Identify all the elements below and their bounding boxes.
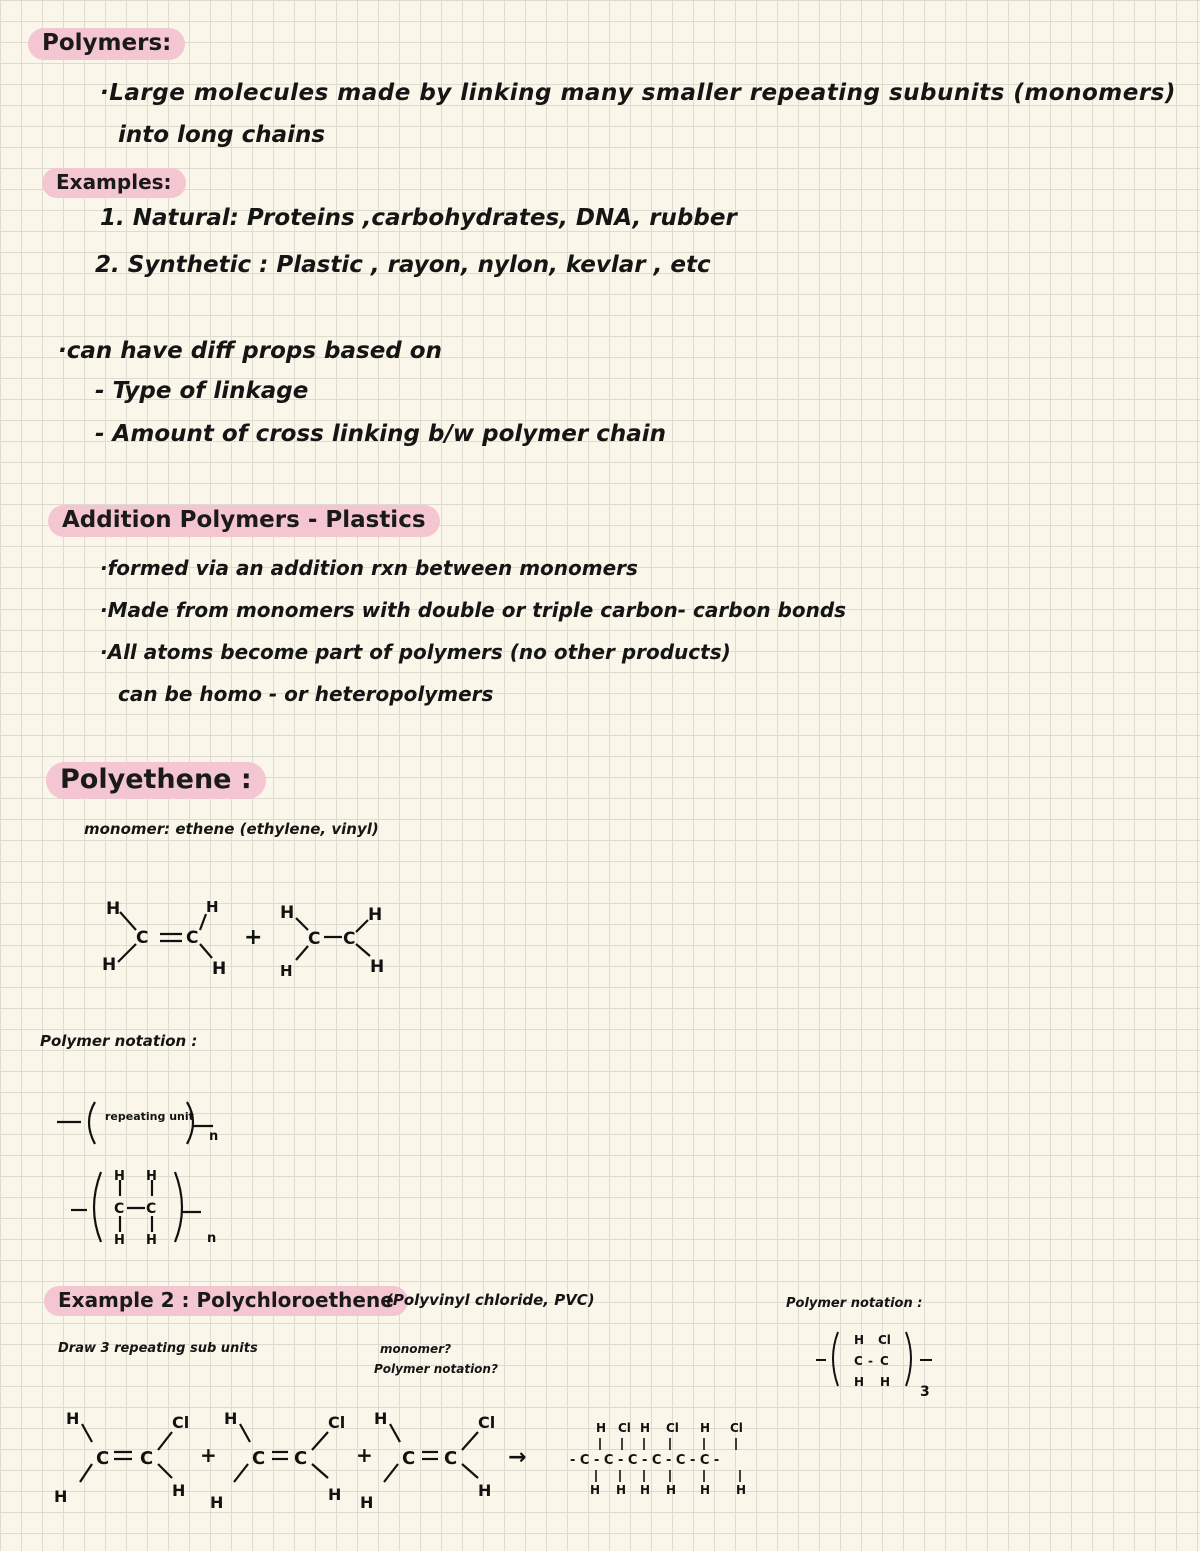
atom-h: H [212, 959, 227, 979]
subscript-3: 3 [920, 1384, 930, 1400]
atom-c: C [402, 1448, 416, 1469]
atom-h: H [880, 1375, 891, 1389]
example2-question-monomer: monomer? [380, 1342, 452, 1356]
atom-h: H [700, 1483, 711, 1497]
atom-c: C [186, 928, 199, 948]
atom-h: H [66, 1409, 80, 1428]
atom-h: H [114, 1233, 125, 1248]
pvc-addition-diagram [40, 1398, 800, 1522]
addition-point-made: ·Made from monomers with double or triple carbon- carbon bonds [100, 598, 847, 622]
plus-sign: + [356, 1443, 373, 1467]
atom-h: H [700, 1421, 711, 1435]
atom-c: C [114, 1201, 125, 1217]
plus-sign: + [244, 925, 263, 950]
example2-question-notation: Polymer notation? [374, 1362, 498, 1376]
svg-text:- C - C - C - C - C - C -: - C - C - C - C - C - C - [570, 1453, 720, 1468]
atom-c: C [96, 1448, 110, 1469]
atom-h: H [854, 1375, 865, 1389]
atom-h: H [368, 905, 383, 925]
atom-h: H [54, 1487, 68, 1506]
reaction-arrow: → [508, 1445, 527, 1470]
polyethene-monomer: monomer: ethene (ethylene, vinyl) [84, 820, 379, 838]
atom-cl: Cl [666, 1421, 679, 1435]
atom-h: H [854, 1333, 865, 1347]
addition-point-formed: ·formed via an addition rxn between monomers [100, 556, 638, 580]
atom-cl: Cl [172, 1413, 190, 1432]
atom-c: C [444, 1448, 458, 1469]
atom-h: H [478, 1481, 492, 1500]
example2-aka: (Polyvinyl chloride, PVC) [386, 1291, 595, 1309]
example2-task: Draw 3 repeating sub units [58, 1341, 258, 1356]
atom-h: H [172, 1481, 186, 1500]
atom-h: H [640, 1421, 651, 1435]
example2-heading: Example 2 : Polychloroethene [44, 1286, 408, 1316]
addition-point-atoms: ·All atoms become part of polymers (no other products) [100, 640, 731, 664]
atom-c: C [294, 1448, 308, 1469]
atom-h: H [280, 903, 295, 923]
atom-h: H [590, 1483, 601, 1497]
atom-c: C [140, 1448, 154, 1469]
atom-h: H [146, 1233, 157, 1248]
atom-h: H [616, 1483, 627, 1497]
atom-c: C [854, 1354, 863, 1368]
atom-h: H [736, 1483, 747, 1497]
ethene-addition-diagram [90, 888, 400, 988]
atom-h: H [114, 1169, 125, 1184]
atom-h: H [106, 899, 121, 919]
atom-h: H [146, 1169, 157, 1184]
atom-c: C [308, 929, 321, 949]
atom-h: H [370, 957, 385, 977]
atom-c: C [252, 1448, 266, 1469]
atom-h: H [206, 898, 219, 916]
atom-cl: Cl [328, 1413, 346, 1432]
svg-text:-: - [868, 1354, 873, 1368]
atom-h: H [360, 1493, 374, 1512]
atom-h: H [596, 1421, 607, 1435]
atom-h: H [280, 962, 293, 980]
pvc-chain [570, 1421, 746, 1497]
pvc-notation-diagram [810, 1322, 950, 1402]
atom-c: C [136, 928, 149, 948]
addition-heading: Addition Polymers - Plastics [48, 505, 440, 537]
atom-c: C [880, 1354, 889, 1368]
atom-h: H [328, 1485, 342, 1504]
properties-intro: ·can have diff props based on [58, 338, 442, 364]
atom-cl: Cl [878, 1333, 891, 1347]
atom-cl: Cl [478, 1413, 496, 1432]
properties-point-linkage: - Type of linkage [95, 378, 309, 404]
properties-point-crosslinking: - Amount of cross linking b/w polymer chain [95, 421, 666, 447]
example2-notation-label: Polymer notation : [786, 1296, 923, 1311]
atom-h: H [374, 1409, 388, 1428]
subscript-n: n [209, 1129, 219, 1144]
atom-c: C [343, 929, 356, 949]
atom-h: H [666, 1483, 677, 1497]
atom-h: H [102, 955, 117, 975]
examples-heading: Examples: [42, 168, 186, 198]
polymers-definition-line1: ·Large molecules made by linking many smaller repeating subunits (monomers) [100, 80, 1176, 106]
polyethene-notation-label: Polymer notation : [40, 1032, 198, 1050]
atom-cl: Cl [618, 1421, 631, 1435]
examples-synthetic: 2. Synthetic : Plastic , rayon, nylon, kevlar , etc [95, 252, 711, 278]
subscript-n: n [207, 1231, 217, 1246]
plus-sign: + [200, 1443, 217, 1467]
examples-natural: 1. Natural: Proteins ,carbohydrates, DNA, rubber [100, 205, 737, 231]
polymers-definition-line2: into long chains [118, 122, 326, 148]
polyethene-heading: Polyethene : [46, 762, 266, 799]
addition-point-homo-hetero: can be homo - or heteropolymers [118, 682, 494, 706]
polymers-heading: Polymers: [28, 28, 185, 60]
atom-cl: Cl [730, 1421, 743, 1435]
atom-h: H [224, 1409, 238, 1428]
polyethene-notation-diagram [55, 1092, 235, 1252]
atom-h: H [640, 1483, 651, 1497]
repeating-unit-label: repeating unit [105, 1110, 194, 1123]
atom-h: H [210, 1493, 224, 1512]
atom-c: C [146, 1201, 157, 1217]
